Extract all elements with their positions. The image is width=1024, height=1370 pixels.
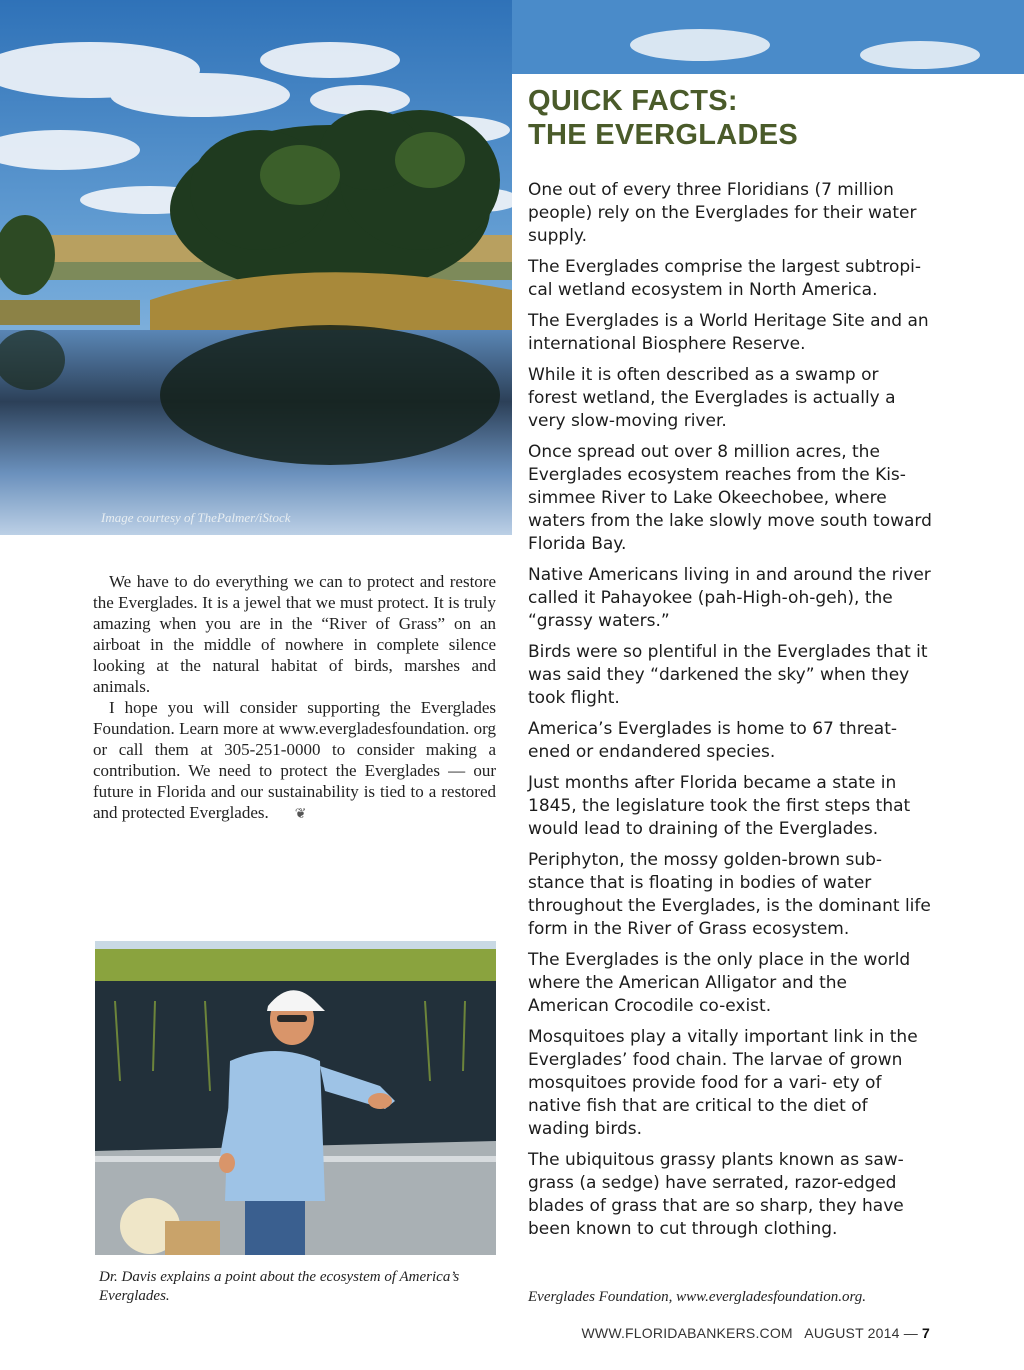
end-of-article-icon: ❦ xyxy=(294,807,307,822)
page-number: 7 xyxy=(922,1325,930,1341)
fact-item: Once spread out over 8 million acres, the Everglades ecosystem reaches from the Kis- simmee River to Lake Okeechobee, where waters from the lake slowly move south toward Florida Bay. xyxy=(528,442,932,554)
fact-item: America’s Everglades is home to 67 threat- ened or endandered species. xyxy=(528,719,898,762)
footer-issue: AUGUST 2014 — xyxy=(804,1325,918,1341)
fact-item: Periphyton, the mossy golden-brown sub- stance that is floating in bodies of water throughout the Everglades, is the dominant life form in the River of Grass ecosystem. xyxy=(528,850,931,939)
article-paragraph: We have to do everything we can to protect and restore the Everglades. It is a jewel that we must protect. It is truly amazing when you are in the “River of Grass” on an airboat in the middle of nowhere in complete silence looking at the natural habitat of birds, marshes and animals. xyxy=(93,572,496,696)
airboat-photo-caption: Dr. Davis explains a point about the ecosystem of America’s Everglades. xyxy=(99,1269,460,1304)
article-body xyxy=(93,571,496,825)
quick-facts-title xyxy=(528,84,968,152)
fact-item: The Everglades is the only place in the world where the American Alligator and the American Crocodile co-exist. xyxy=(528,950,911,1016)
quick-facts-title-line2: THE EVERGLADES xyxy=(528,119,799,151)
page-footer xyxy=(582,1325,931,1341)
fact-item: The Everglades comprise the largest subtropi- cal wetland ecosystem in North America. xyxy=(528,257,922,300)
article-paragraph-last xyxy=(93,697,496,825)
fact-item: One out of every three Floridians (7 million people) rely on the Everglades for their water supply. xyxy=(528,180,917,246)
fact-item: Native Americans living in and around the river called it Pahayokee (pah-High-oh-geh), the “grassy waters.” xyxy=(528,565,931,631)
quick-facts-title-line1: QUICK FACTS: xyxy=(528,85,738,117)
hero-image-caption: Image courtesy of ThePalmer/iStock xyxy=(101,510,291,525)
airboat-photo xyxy=(95,941,496,1255)
fact-item: Mosquitoes play a vitally important link in the Everglades’ food chain. The larvae of grown mosquitoes provide food for a vari- ety of native fish that are critical to the diet of wading birds. xyxy=(528,1027,918,1139)
fact-item: The Everglades is a World Heritage Site and an international Biosphere Reserve. xyxy=(528,311,929,354)
footer-site: WWW.FLORIDABANKERS.COM xyxy=(581,1325,793,1341)
dr-davis-airboat-image xyxy=(95,941,496,1255)
article-paragraph-text: I hope you will consider supporting the Everglades Foundation. Learn more at www.evergladesfoundation. org or call them at 305-251-0000 to consider making a contribution. We need to protect the Everglades — our future in Florida and our sustainability is tied to a restored and protected Everglades. xyxy=(93,698,496,822)
fact-item: While it is often described as a swamp or forest wetland, the Everglades is actually a very slow-moving river. xyxy=(528,365,896,431)
quick-facts-list xyxy=(528,179,932,1249)
fact-item: The ubiquitous grassy plants known as saw- grass (a sedge) have serrated, razor-edged blades of grass that are so sharp, they have been known to cut through clothing. xyxy=(528,1150,904,1239)
fact-item: Just months after Florida became a state in 1845, the legislature took the first steps that would lead to draining of the Everglades. xyxy=(528,773,911,839)
fact-item: Birds were so plentiful in the Everglades that it was said they “darkened the sky” when they took flight. xyxy=(528,642,928,708)
quick-facts-source: Everglades Foundation, www.evergladesfoundation.org. xyxy=(528,1289,867,1305)
